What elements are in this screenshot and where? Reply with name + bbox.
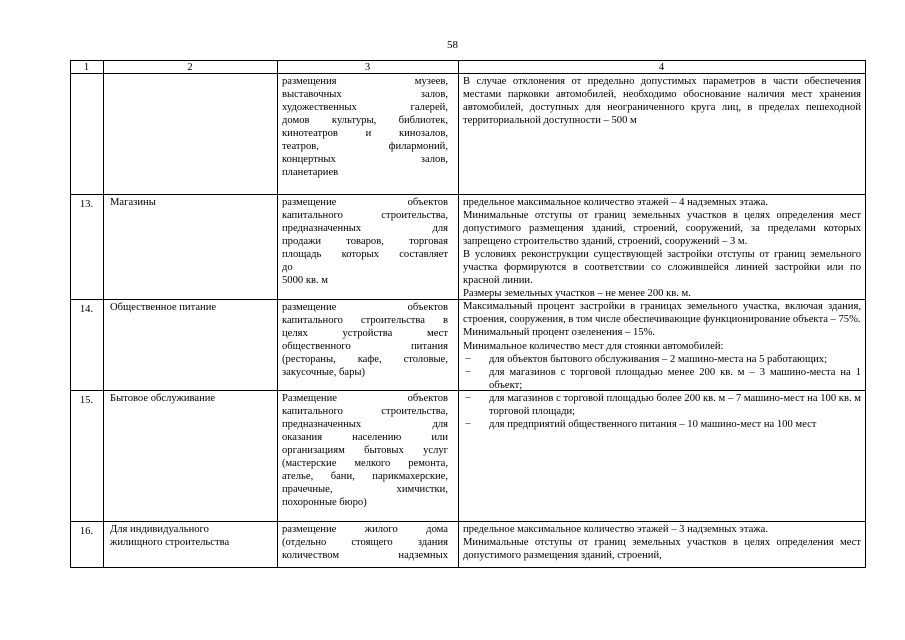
list-item [463, 392, 861, 418]
setback-text: Минимальные отступы от границ земельных участков в целях определения мест допустимого размещения зданий, строений, [463, 537, 861, 562]
dash-bullet: − [465, 392, 471, 404]
text-line: Для индивидуального [110, 524, 209, 535]
reconstruction-text: В условиях реконструкции существующей застройки отступы от границ земельного участка формируются в соответствии со сложившейся линией застройки или по красной линии. [463, 249, 861, 287]
text-line: общественного питания [282, 341, 448, 353]
text-line: прачечные, химчистки, [282, 484, 448, 496]
column-header: 3 [364, 62, 371, 73]
text-line: размещение объектов [282, 302, 448, 313]
text-line: Бытовое обслуживание [110, 393, 216, 404]
text-line: размещения музеев, [282, 76, 448, 87]
list-item-text: для магазинов с торговой площадью более 200 кв. м – 7 машино-мест на 100 кв. м торговой площади; [489, 392, 861, 417]
name-cell [110, 392, 215, 405]
text-line: закусочные, бары) [282, 367, 366, 379]
text-line: планетариев [282, 167, 339, 179]
row-number: 15. [79, 395, 94, 406]
description-cell [282, 392, 448, 509]
text-line: количеством надземных [282, 550, 448, 562]
text-line: (мастерские мелкого ремонта, [282, 458, 448, 470]
table-border [865, 60, 866, 568]
text-line: оказания населению или [282, 432, 448, 444]
list-item-text: для объектов бытового обслуживания – 2 машино-места на 5 работающих; [489, 353, 828, 365]
parking-list [463, 353, 861, 431]
description-cell [282, 523, 448, 562]
list-item [463, 418, 861, 431]
header-divider [70, 73, 866, 74]
text-line: капитального строительства, [282, 210, 448, 222]
description-cell [282, 196, 448, 287]
plot-size-text: Размеры земельных участков – не менее 200 кв. м. [463, 288, 691, 300]
requirements-cell [463, 75, 861, 127]
text-line: художественных галерей, [282, 102, 448, 114]
list-item-text: для магазинов с торговой площадью менее 200 кв. м – 3 машино-места на 1 объект; [489, 366, 861, 391]
requirements-cell [463, 523, 861, 562]
max-floors-text: предельное максимальное количество этажей – 3 надземных этажа. [463, 524, 768, 535]
list-item-text: для предприятий общественного питания – 10 машино-мест на 100 мест [489, 418, 817, 430]
text-line: целях устройства мест [282, 328, 448, 340]
description-cell [282, 301, 448, 379]
text-line: (рестораны, кафе, столовые, [282, 354, 448, 366]
dash-bullet: − [465, 366, 471, 378]
text-line: выставочных залов, [282, 89, 448, 101]
parking-deviation-note: В случае отклонения от предельно допустимых параметров в части обеспечения местами парковки автомобилей, необходимо обоснование наличия мест хранения автомобилей, доступных для неограниченного круга лиц, в пределах пешеходной территориальной доступности – 500 м [463, 76, 861, 127]
text-line: организациям бытовых услуг [282, 445, 448, 457]
text-line: площадь которых составляет [282, 249, 448, 261]
text-line: жилищного строительства [110, 537, 230, 549]
table-border [70, 567, 866, 568]
list-item [463, 366, 861, 392]
text-line: (отдельно стоящего здания [282, 537, 448, 549]
row-number: 14. [79, 304, 94, 315]
text-line: до [282, 262, 293, 274]
text-line: размещение жилого дома [282, 524, 448, 535]
regulations-table [70, 60, 866, 568]
column-header: 1 [83, 62, 90, 73]
row-divider [70, 194, 866, 195]
text-line: Размещение объектов [282, 393, 448, 404]
text-line: Магазины [110, 197, 156, 208]
name-cell [110, 301, 216, 314]
text-line: 5000 кв. м [282, 275, 328, 287]
page-number: 58 [447, 39, 458, 51]
greenery-text: Минимальный процент озеленения – 15%. [463, 327, 656, 339]
text-line: театров, филармоний, [282, 141, 448, 153]
text-line: домов культуры, библиотек, [282, 115, 448, 127]
text-line: похоронные бюро) [282, 497, 367, 509]
dash-bullet: − [465, 353, 471, 365]
name-cell [110, 523, 229, 549]
text-line: капитального строительства, [282, 406, 448, 418]
max-floors-text: предельное максимальное количество этажей – 4 надземных этажа. [463, 197, 768, 208]
setback-text: Минимальные отступы от границ земельных участков в целях определения мест допустимого размещения зданий, строений, сооружений, за пределами которых запрещено строительство зданий, строений, сооружений – 3 м. [463, 210, 861, 248]
text-line: размещение объектов [282, 197, 448, 208]
table-border [70, 60, 866, 61]
row-divider [70, 521, 866, 522]
text-line: концертных залов, [282, 154, 448, 166]
text-line: продажи товаров, торговая [282, 236, 448, 248]
text-line: предназначенных для [282, 419, 448, 431]
parking-heading: Минимальное количество мест для стоянки автомобилей: [463, 340, 724, 352]
row-number: 16. [79, 526, 94, 537]
text-line: кинотеатров и кинозалов, [282, 128, 448, 140]
building-coverage-text: Максимальный процент застройки в границах земельного участка, включая здания, строения, сооружения, в том числе обеспечивающие функционирование объекта – 75%. [463, 301, 861, 326]
text-line: Общественное питание [110, 302, 217, 313]
row-number: 13. [79, 199, 94, 210]
description-cell [282, 75, 448, 179]
column-divider [458, 60, 459, 568]
text-line: ателье, бани, парикмахерские, [282, 471, 448, 483]
column-header: 4 [658, 62, 665, 73]
list-item [463, 353, 861, 366]
dash-bullet: − [465, 418, 471, 430]
text-line: предназначенных для [282, 223, 448, 235]
column-header: 2 [187, 62, 193, 73]
requirements-cell [463, 196, 861, 431]
name-cell [110, 196, 156, 209]
text-line: капитального строительства в [282, 315, 448, 327]
column-divider [277, 60, 278, 568]
column-divider [103, 60, 104, 568]
